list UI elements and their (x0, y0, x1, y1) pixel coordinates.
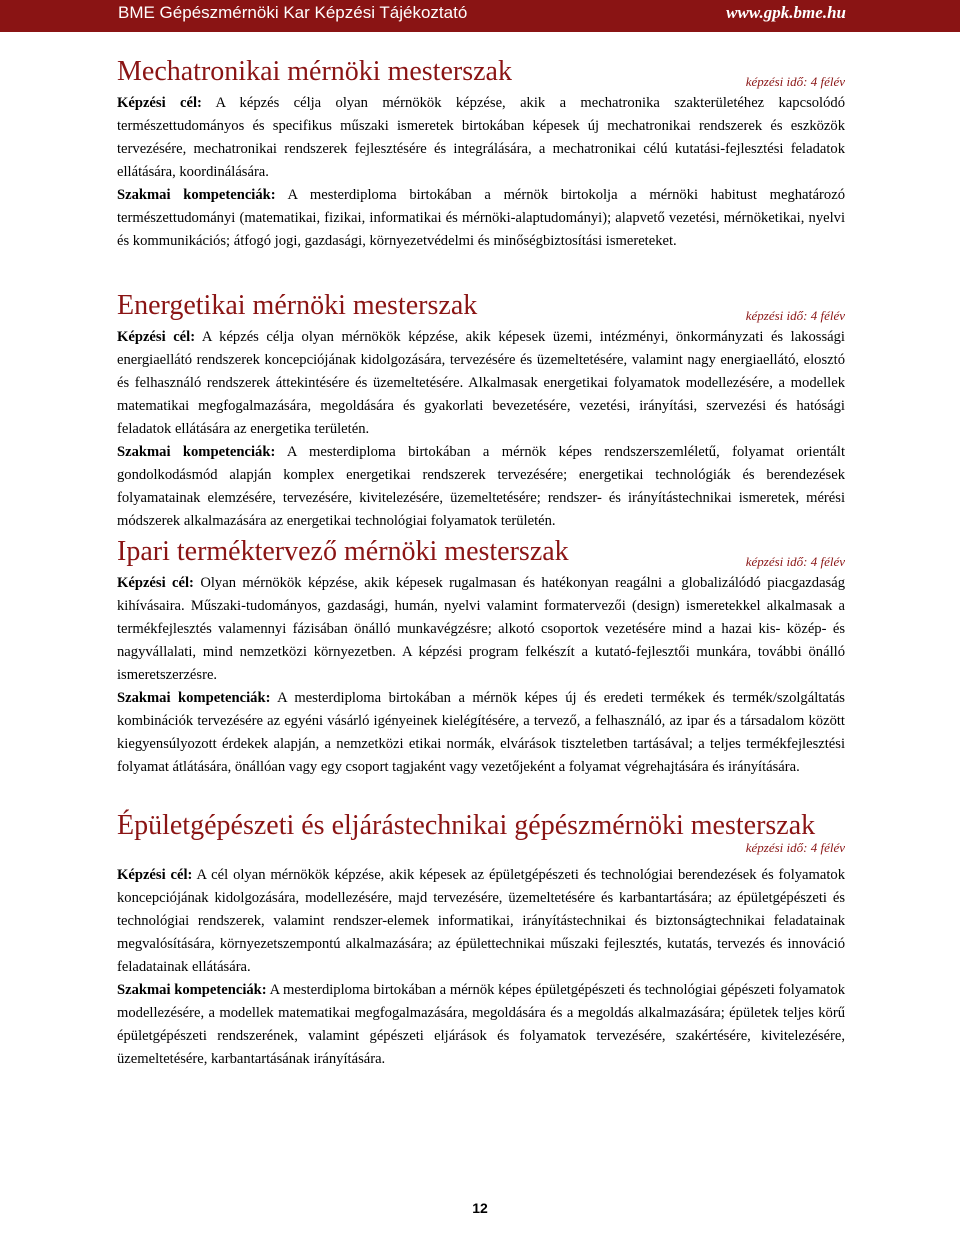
duration-label: képzési idő: 4 félév (745, 74, 845, 89)
goal-text: Olyan mérnökök képzése, akik képesek rugalmasan és hatékonyan reagálni a globalizálódó piacgazdaság kihívásaira. Műszaki-tudományos, gazdasági, humán, nyelvi valamint formatervezői (design) ismeretekkel alkalmasak a termékfejlesztés valamennyi fázisában önálló munkavégzésre; alkotó csoportok vezetésére mind a hazai kis- közép- és nagyvállalati, mind nemzetközi környezetben. A képzési program felkészít a kutató-fejlesztői munkára, további önálló ismeretszerzésre. (117, 575, 845, 683)
duration-label: képzési idő: 4 félév (745, 554, 845, 569)
goal-text: A képzés célja olyan mérnökök képzése, akik képesek üzemi, intézményi, önkormányzati és lakossági energiaellátó rendszerek koncepciójának kidolgozására, tervezésére és üzemeltetésére, valamint nagy energiaellátó, elosztó és felhasználó rendszerek áttekintésére és üzemeltetésére. Alkalmasak energetikai folyamatok modellezésére, a modellek matematikai megfogalmazására, megoldására és gyakorlati bevezetésére, vezetési, irányítási, szervezési és hatósági feladatok ellátására az energetika területén. (117, 329, 845, 437)
competence-label: Szakmai kompetenciák: (117, 982, 267, 998)
competence-paragraph (117, 184, 845, 253)
competence-text: A mesterdiploma birtokában a mérnök képes épületgépészeti és technológiai gépészeti folyamatok modellezésére, a modellek matematikai megfogalmazására, megoldására és a megoldás alkalmazására; épületek teljes körű épületgépészeti rendszerének, valamint gépészeti eljárások és folyamatok tervezésére, szakértésére, kivitelezésére, üzemeltetésére, karbantartásának irányítására. (117, 982, 845, 1067)
goal-label: Képzési cél: (117, 95, 202, 111)
goal-text: A cél olyan mérnökök képzése, akik képesek az épületgépészeti és technológiai berendezések és folyamatok koncepciójának kidolgozására, modellezésére, majd tervezésére, üzemeltetésére és karbantartására; az épületgépészeti és technológiai rendszerek, valamint rendszer-elemek informatikai, irányítástechnikai és biztonságtechnikai feladatainak megvalósítására, környezetszempontú alkalmazására; az épülettechnikai műszaki fejlesztés, kutatás, tervezés és innováció feladatainak ellátására. (117, 867, 846, 975)
section-title: Épületgépészeti és eljárástechnikai gépészmérnöki mesterszak (117, 810, 816, 841)
goal-paragraph (117, 92, 845, 184)
competence-paragraph (117, 979, 845, 1071)
competence-text: A mesterdiploma birtokában a mérnök képes új és eredeti termékek és termék/szolgáltatás kombinációk tervezésére az egyéni vásárló igényeinek kielégítésére, a tervező, a felhasználó, az ipar és a társadalom között kiegyensúlyozott érdekek alapján, a nemzetközi etikai normák, elvárások tiszteletben tartásával; a teljes termékfejlesztési folyamat átlátására, önállóan vagy egy csoport tagjaként vagy vezetőjeként a folyamat végrehajtására és irányítására. (117, 690, 845, 775)
header-url: www.gpk.bme.hu (726, 3, 846, 22)
section-product-design (117, 536, 845, 779)
section-title: Ipari terméktervező mérnöki mesterszak (117, 536, 569, 567)
section-title: Mechatronikai mérnöki mesterszak (117, 56, 512, 87)
page-number: 12 (472, 1200, 488, 1216)
duration-label: képzési idő: 4 félév (745, 840, 845, 855)
competence-label: Szakmai kompetenciák: (117, 444, 276, 460)
goal-label: Képzési cél: (117, 575, 194, 591)
header-title: BME Gépészmérnöki Kar Képzési Tájékoztató (118, 3, 468, 22)
goal-paragraph (117, 864, 845, 979)
goal-paragraph (117, 572, 845, 687)
header-bar (0, 0, 960, 32)
goal-label: Képzési cél: (117, 867, 193, 883)
section-energetics (117, 290, 845, 533)
competence-label: Szakmai kompetenciák: (117, 187, 276, 203)
section-building-services (117, 810, 845, 1071)
competence-paragraph (117, 441, 845, 533)
duration-label: képzési idő: 4 félév (745, 308, 845, 323)
competence-label: Szakmai kompetenciák: (117, 690, 271, 706)
goal-paragraph (117, 326, 845, 441)
competence-text: A mesterdiploma birtokában a mérnök képes rendszerszemléletű, folyamat orientált gondolkodásmód alapján komplex energetikai rendszerek tervezésére; energetikai technológiák és berendezések folyamatainak elemzésére, tervezésére, kivitelezésére, üzemeltetésére; rendszer- és irányítástechnikai ismeretek, mérési módszerek alkalmazására az energetikai technológiai folyamatok területén. (117, 444, 845, 529)
goal-text: A képzés célja olyan mérnökök képzése, akik a mechatronika szakterületéhez kapcsolódó természettudományos és specifikus műszaki ismeretek birtokában képesek új mechatronikai rendszerek és eszközök tervezésére, mechatronikai rendszerek fejlesztésére és integrálására, a mechatronikai célú kutatási-fejlesztési feladatok ellátására, koordinálására. (117, 95, 845, 180)
competence-text: A mesterdiploma birtokában a mérnök birtokolja a mérnöki habitust meghatározó természettudományi (matematikai, fizikai, informatikai és mérnöki-alaptudományi); alapvető vezetési, mérnöketikai, nyelvi és kommunikációs; átfogó jogi, gazdasági, környezetvédelmi és minőségbiztosítási ismereteket. (117, 187, 845, 249)
goal-label: Képzési cél: (117, 329, 196, 345)
competence-paragraph (117, 687, 845, 779)
section-mechatronics (117, 56, 845, 253)
section-title: Energetikai mérnöki mesterszak (117, 290, 478, 321)
